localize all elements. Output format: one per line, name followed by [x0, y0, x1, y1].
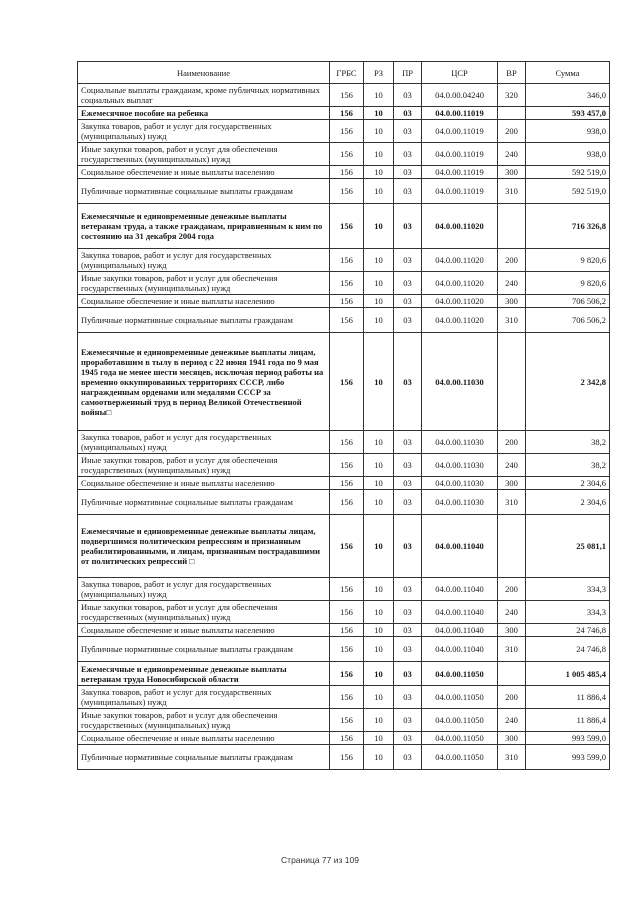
row-name: Социальное обеспечение и иные выплаты населению [78, 295, 330, 308]
row-pr: 03 [394, 166, 422, 179]
row-vr [498, 204, 526, 249]
row-csr: 04.0.00.11030 [422, 454, 498, 477]
row-rz: 10 [364, 515, 394, 578]
row-pr: 03 [394, 204, 422, 249]
row-grbs: 156 [330, 490, 364, 515]
header-pr: ПР [394, 62, 422, 84]
row-rz: 10 [364, 143, 394, 166]
row-rz: 10 [364, 637, 394, 662]
row-rz: 10 [364, 745, 394, 770]
row-rz: 10 [364, 249, 394, 272]
row-csr: 04.0.00.11019 [422, 143, 498, 166]
row-sum: 346,0 [526, 84, 610, 107]
row-grbs: 156 [330, 686, 364, 709]
row-name: Публичные нормативные социальные выплаты гражданам [78, 745, 330, 770]
table-row [78, 624, 610, 637]
header-vr: ВР [498, 62, 526, 84]
row-pr: 03 [394, 295, 422, 308]
table-row [78, 601, 610, 624]
row-sum: 2 304,6 [526, 477, 610, 490]
row-vr: 240 [498, 272, 526, 295]
row-pr: 03 [394, 624, 422, 637]
row-rz: 10 [364, 454, 394, 477]
row-grbs: 156 [330, 601, 364, 624]
row-name: Ежемесячные и единовременные денежные выплаты ветеранам труда, а также гражданам, приравненным к ним по состоянию на 31 декабря 2004 года [78, 204, 330, 249]
row-grbs: 156 [330, 295, 364, 308]
row-pr: 03 [394, 84, 422, 107]
row-grbs: 156 [330, 84, 364, 107]
row-csr: 04.0.00.11020 [422, 272, 498, 295]
row-grbs: 156 [330, 732, 364, 745]
row-name: Публичные нормативные социальные выплаты гражданам [78, 308, 330, 333]
row-rz: 10 [364, 272, 394, 295]
row-sum: 993 599,0 [526, 745, 610, 770]
table-row [78, 308, 610, 333]
row-rz: 10 [364, 308, 394, 333]
row-grbs: 156 [330, 179, 364, 204]
row-sum: 38,2 [526, 454, 610, 477]
table-row [78, 490, 610, 515]
row-vr: 200 [498, 578, 526, 601]
row-csr: 04.0.00.11030 [422, 333, 498, 431]
row-vr [498, 333, 526, 431]
header-csr: ЦСР [422, 62, 498, 84]
row-grbs: 156 [330, 333, 364, 431]
row-vr: 200 [498, 431, 526, 454]
row-csr: 04.0.00.11019 [422, 107, 498, 120]
table-row [78, 333, 610, 431]
row-name: Публичные нормативные социальные выплаты гражданам [78, 490, 330, 515]
row-vr: 200 [498, 249, 526, 272]
row-rz: 10 [364, 624, 394, 637]
table-row [78, 120, 610, 143]
table-row [78, 272, 610, 295]
row-grbs: 156 [330, 454, 364, 477]
row-vr: 240 [498, 601, 526, 624]
row-csr: 04.0.00.11040 [422, 578, 498, 601]
row-rz: 10 [364, 295, 394, 308]
row-vr: 300 [498, 624, 526, 637]
row-pr: 03 [394, 490, 422, 515]
row-name: Иные закупки товаров, работ и услуг для обеспечения государственных (муниципальных) нужд [78, 601, 330, 624]
header-rz: РЗ [364, 62, 394, 84]
row-pr: 03 [394, 333, 422, 431]
row-name: Закупка товаров, работ и услуг для государственных (муниципальных) нужд [78, 686, 330, 709]
row-vr: 310 [498, 490, 526, 515]
row-pr: 03 [394, 578, 422, 601]
row-rz: 10 [364, 107, 394, 120]
row-rz: 10 [364, 477, 394, 490]
row-csr: 04.0.00.04240 [422, 84, 498, 107]
table-row [78, 662, 610, 686]
row-grbs: 156 [330, 107, 364, 120]
row-pr: 03 [394, 515, 422, 578]
row-sum: 2 304,6 [526, 490, 610, 515]
row-rz: 10 [364, 166, 394, 179]
row-grbs: 156 [330, 709, 364, 732]
row-pr: 03 [394, 709, 422, 732]
row-sum: 716 326,8 [526, 204, 610, 249]
row-sum: 938,0 [526, 143, 610, 166]
row-pr: 03 [394, 454, 422, 477]
table-row [78, 732, 610, 745]
table-row [78, 431, 610, 454]
row-name: Иные закупки товаров, работ и услуг для обеспечения государственных (муниципальных) нужд [78, 709, 330, 732]
table-row [78, 686, 610, 709]
row-rz: 10 [364, 431, 394, 454]
row-grbs: 156 [330, 249, 364, 272]
row-name: Иные закупки товаров, работ и услуг для обеспечения государственных (муниципальных) нужд [78, 272, 330, 295]
table-row [78, 107, 610, 120]
row-vr: 310 [498, 637, 526, 662]
table-row [78, 166, 610, 179]
table-header-row [78, 62, 610, 84]
row-csr: 04.0.00.11050 [422, 745, 498, 770]
row-grbs: 156 [330, 745, 364, 770]
row-grbs: 156 [330, 431, 364, 454]
row-name: Иные закупки товаров, работ и услуг для обеспечения государственных (муниципальных) нужд [78, 454, 330, 477]
row-grbs: 156 [330, 624, 364, 637]
table-row [78, 84, 610, 107]
row-vr: 200 [498, 120, 526, 143]
row-grbs: 156 [330, 204, 364, 249]
row-grbs: 156 [330, 166, 364, 179]
row-sum: 706 506,2 [526, 295, 610, 308]
row-csr: 04.0.00.11020 [422, 204, 498, 249]
row-name: Социальное обеспечение и иные выплаты населению [78, 166, 330, 179]
row-rz: 10 [364, 578, 394, 601]
table-row [78, 637, 610, 662]
row-vr: 310 [498, 745, 526, 770]
table-body [78, 84, 610, 770]
row-csr: 04.0.00.11050 [422, 709, 498, 732]
row-rz: 10 [364, 601, 394, 624]
row-rz: 10 [364, 204, 394, 249]
row-pr: 03 [394, 107, 422, 120]
budget-table [77, 61, 610, 770]
row-csr: 04.0.00.11020 [422, 308, 498, 333]
header-name: Наименование [78, 62, 330, 84]
table-row [78, 515, 610, 578]
row-grbs: 156 [330, 120, 364, 143]
row-sum: 592 519,0 [526, 179, 610, 204]
row-name: Социальное обеспечение и иные выплаты населению [78, 624, 330, 637]
row-vr: 320 [498, 84, 526, 107]
row-name: Публичные нормативные социальные выплаты гражданам [78, 179, 330, 204]
row-sum: 25 081,1 [526, 515, 610, 578]
row-vr [498, 662, 526, 686]
row-csr: 04.0.00.11040 [422, 601, 498, 624]
row-pr: 03 [394, 308, 422, 333]
row-sum: 9 820,6 [526, 272, 610, 295]
row-sum: 993 599,0 [526, 732, 610, 745]
row-sum: 2 342,8 [526, 333, 610, 431]
row-vr: 300 [498, 295, 526, 308]
row-rz: 10 [364, 709, 394, 732]
row-pr: 03 [394, 732, 422, 745]
row-csr: 04.0.00.11040 [422, 637, 498, 662]
table-row [78, 454, 610, 477]
row-grbs: 156 [330, 637, 364, 662]
row-csr: 04.0.00.11050 [422, 732, 498, 745]
row-sum: 592 519,0 [526, 166, 610, 179]
row-pr: 03 [394, 431, 422, 454]
row-csr: 04.0.00.11019 [422, 120, 498, 143]
row-name: Социальное обеспечение и иные выплаты населению [78, 477, 330, 490]
row-csr: 04.0.00.11040 [422, 515, 498, 578]
row-vr: 200 [498, 686, 526, 709]
row-rz: 10 [364, 179, 394, 204]
table-row [78, 477, 610, 490]
row-name: Ежемесячное пособие на ребенка [78, 107, 330, 120]
row-csr: 04.0.00.11050 [422, 686, 498, 709]
row-sum: 11 886,4 [526, 686, 610, 709]
row-pr: 03 [394, 272, 422, 295]
row-sum: 24 746,8 [526, 637, 610, 662]
row-vr: 240 [498, 454, 526, 477]
row-rz: 10 [364, 120, 394, 143]
row-csr: 04.0.00.11050 [422, 662, 498, 686]
row-name: Ежемесячные и единовременные денежные выплаты лицам, подвергшимся политическим репрессиям и признанным реабилитированными, и лицам, признанным пострадавшими от политических репрессий □ [78, 515, 330, 578]
row-rz: 10 [364, 333, 394, 431]
row-rz: 10 [364, 686, 394, 709]
header-sum: Сумма [526, 62, 610, 84]
row-vr: 300 [498, 166, 526, 179]
row-vr [498, 107, 526, 120]
row-csr: 04.0.00.11020 [422, 295, 498, 308]
row-pr: 03 [394, 686, 422, 709]
row-csr: 04.0.00.11020 [422, 249, 498, 272]
row-rz: 10 [364, 662, 394, 686]
row-grbs: 156 [330, 308, 364, 333]
row-csr: 04.0.00.11030 [422, 431, 498, 454]
table-row [78, 249, 610, 272]
page-number: Страница 77 из 109 [281, 855, 359, 865]
row-pr: 03 [394, 662, 422, 686]
row-csr: 04.0.00.11019 [422, 166, 498, 179]
row-name: Закупка товаров, работ и услуг для государственных (муниципальных) нужд [78, 249, 330, 272]
row-sum: 1 005 485,4 [526, 662, 610, 686]
row-grbs: 156 [330, 143, 364, 166]
row-grbs: 156 [330, 477, 364, 490]
row-vr [498, 515, 526, 578]
row-pr: 03 [394, 249, 422, 272]
row-vr: 300 [498, 732, 526, 745]
row-grbs: 156 [330, 272, 364, 295]
row-vr: 240 [498, 709, 526, 732]
row-pr: 03 [394, 477, 422, 490]
row-pr: 03 [394, 601, 422, 624]
row-sum: 24 746,8 [526, 624, 610, 637]
row-pr: 03 [394, 143, 422, 166]
row-rz: 10 [364, 84, 394, 107]
row-grbs: 156 [330, 515, 364, 578]
row-pr: 03 [394, 745, 422, 770]
row-vr: 310 [498, 179, 526, 204]
table-row [78, 143, 610, 166]
row-name: Закупка товаров, работ и услуг для государственных (муниципальных) нужд [78, 120, 330, 143]
header-grbs: ГРБС [330, 62, 364, 84]
row-name: Ежемесячные и единовременные денежные выплаты лицам, проработавшим в тылу в период с 22 июня 1941 года по 9 мая 1945 года не менее шести месяцев, исключая период работы на временно оккупированных территориях СССР, либо награжденным орденами или медалями СССР за самоотверженный труд в период Великой Отечественной войны□ [78, 333, 330, 431]
row-sum: 706 506,2 [526, 308, 610, 333]
row-csr: 04.0.00.11040 [422, 624, 498, 637]
row-name: Закупка товаров, работ и услуг для государственных (муниципальных) нужд [78, 431, 330, 454]
row-sum: 38,2 [526, 431, 610, 454]
row-sum: 334,3 [526, 601, 610, 624]
row-csr: 04.0.00.11019 [422, 179, 498, 204]
row-grbs: 156 [330, 662, 364, 686]
row-vr: 300 [498, 477, 526, 490]
row-name: Публичные нормативные социальные выплаты гражданам [78, 637, 330, 662]
row-name: Социальное обеспечение и иные выплаты населению [78, 732, 330, 745]
row-sum: 11 886,4 [526, 709, 610, 732]
row-csr: 04.0.00.11030 [422, 490, 498, 515]
row-csr: 04.0.00.11030 [422, 477, 498, 490]
row-pr: 03 [394, 120, 422, 143]
table-row [78, 709, 610, 732]
row-sum: 938,0 [526, 120, 610, 143]
row-vr: 310 [498, 308, 526, 333]
row-rz: 10 [364, 732, 394, 745]
table-row [78, 179, 610, 204]
row-vr: 240 [498, 143, 526, 166]
table-row [78, 204, 610, 249]
table-row [78, 745, 610, 770]
table-row [78, 578, 610, 601]
row-sum: 9 820,6 [526, 249, 610, 272]
row-grbs: 156 [330, 578, 364, 601]
row-sum: 334,3 [526, 578, 610, 601]
row-name: Закупка товаров, работ и услуг для государственных (муниципальных) нужд [78, 578, 330, 601]
row-pr: 03 [394, 637, 422, 662]
row-sum: 593 457,0 [526, 107, 610, 120]
row-name: Иные закупки товаров, работ и услуг для обеспечения государственных (муниципальных) нужд [78, 143, 330, 166]
table-row [78, 295, 610, 308]
row-rz: 10 [364, 490, 394, 515]
row-name: Социальные выплаты гражданам, кроме публичных нормативных социальных выплат [78, 84, 330, 107]
row-pr: 03 [394, 179, 422, 204]
row-name: Ежемесячные и единовременные денежные выплаты ветеранам труда Новосибирской области [78, 662, 330, 686]
